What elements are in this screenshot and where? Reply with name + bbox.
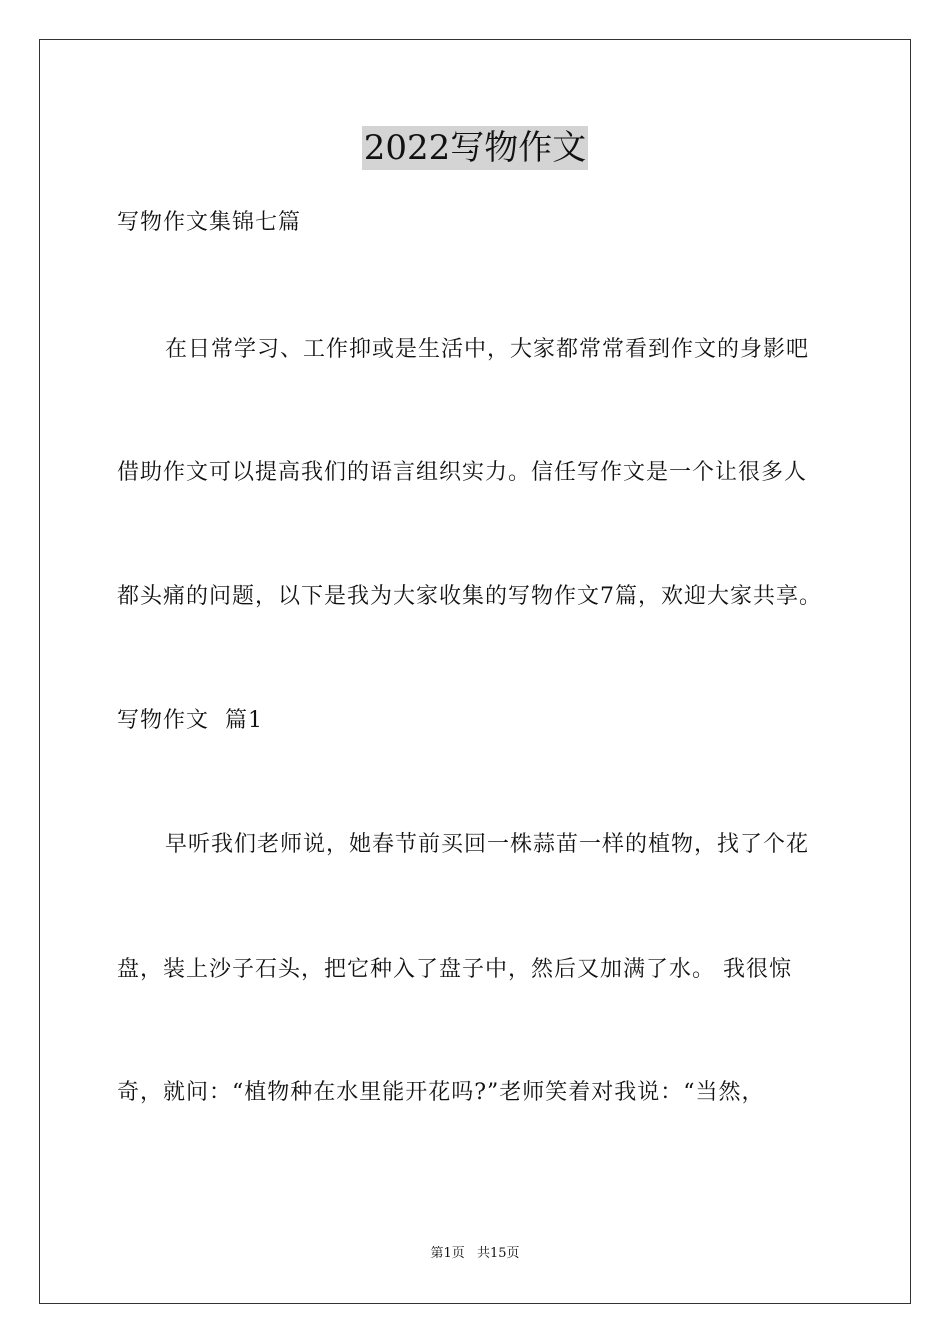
page-number: 第1页 [430, 1246, 465, 1261]
section-line-3: 奇，就问：“植物种在水里能开花吗?”老师笑着对我说：“当然， [117, 1080, 765, 1105]
intro-line-2: 借助作文可以提高我们的语言组织实力。信任写作文是一个让很多人 [117, 460, 808, 485]
intro-line-3: 都头痛的问题，以下是我为大家收集的写物作文7篇，欢迎大家共享。 [117, 584, 822, 609]
document-title: 2022写物作文 [363, 128, 587, 168]
section-line-2: 盘，装上沙子石头，把它种入了盘子中，然后又加满了水。 我很惊 [117, 957, 792, 982]
page-footer [0, 1245, 950, 1263]
title-container [0, 126, 950, 170]
page-total: 共15页 [476, 1246, 520, 1261]
intro-line-1: 在日常学习、工作抑或是生活中，大家都常常看到作文的身影吧 [165, 337, 810, 362]
document-subtitle: 写物作文集锦七篇 [117, 210, 302, 235]
section-line-1: 早听我们老师说，她春节前买回一株蒜苗一样的植物，找了个花 [165, 832, 810, 857]
section-heading: 写物作文 篇1 [117, 708, 263, 733]
